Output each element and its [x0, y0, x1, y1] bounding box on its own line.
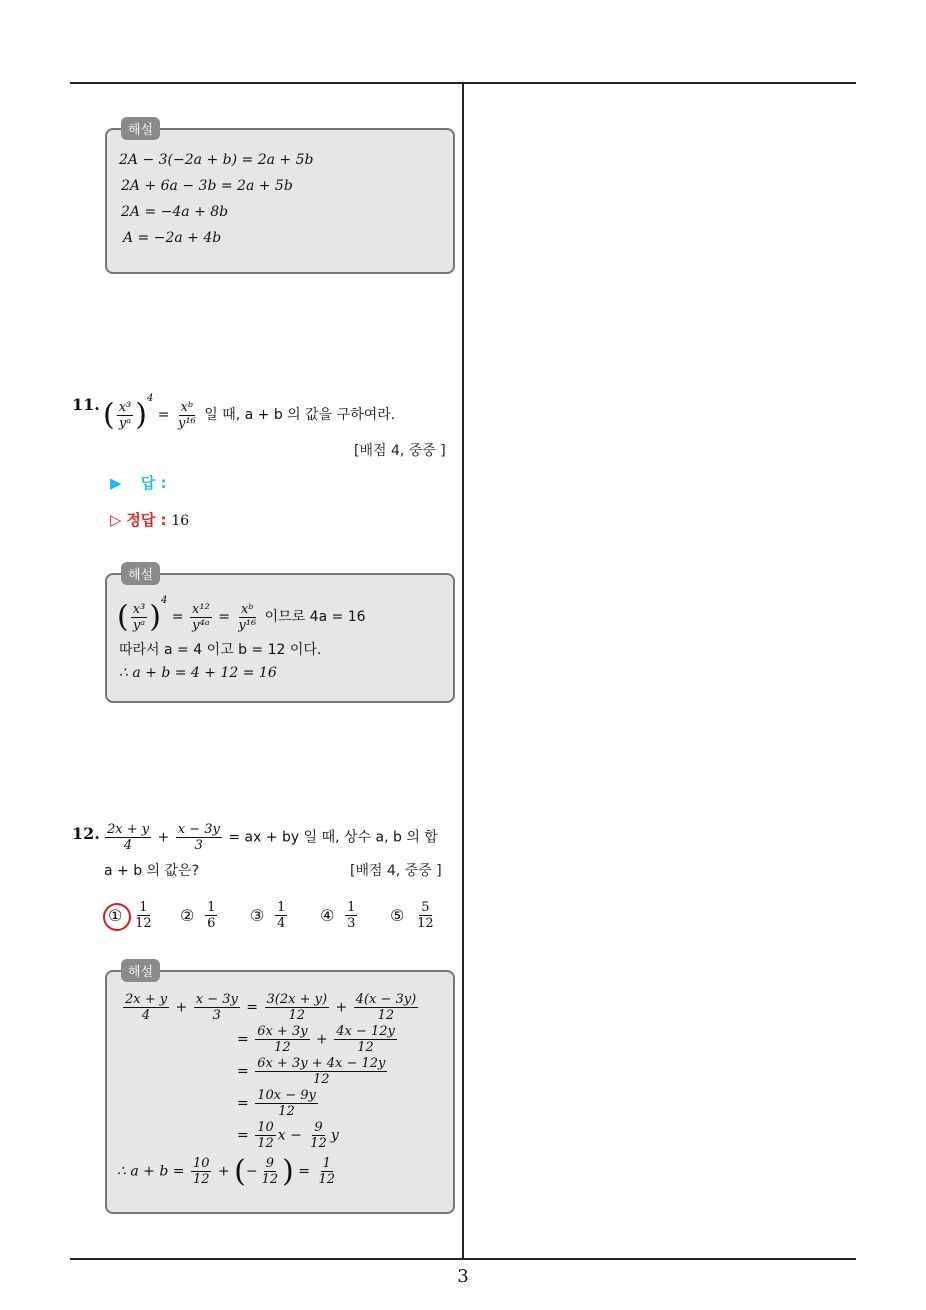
choice-4[interactable]: ④ $\frac{1}{3}$: [320, 900, 356, 931]
solution-box-3: [105, 965, 455, 1214]
choice-3[interactable]: ③ $\frac{1}{4}$: [250, 900, 286, 931]
page-number: 3: [457, 1266, 469, 1287]
question-12-meta: [배점 4, 중중 ]: [350, 863, 442, 879]
solution-line: = $\frac{6x + 3y}{12}$ + $\frac{4x - 12y}{12}$: [237, 1024, 395, 1055]
solution-line: = $\frac{10x - 9y}{12}$: [237, 1088, 316, 1119]
choice-mark: ①: [108, 906, 123, 925]
solution-line: = $\frac{10}{12}$ x − $\frac{9}{12}$ y: [237, 1120, 339, 1151]
solution-text: 이므로 4a = 16: [264, 609, 366, 625]
choice-5[interactable]: ⑤ $\frac{5}{12}$: [390, 900, 434, 931]
choice-2[interactable]: ② $\frac{1}{6}$: [180, 900, 216, 931]
question-number-11: 11.: [72, 395, 100, 414]
column-divider: [462, 83, 464, 1259]
question-12-stem: $\frac{2x + y}{4}$ + $\frac{x - 3y}{3}$ = ax + by 일 때, 상수 a, b 의 합: [107, 822, 438, 853]
solution-label: 해설: [121, 117, 160, 140]
choice-mark: ②: [180, 906, 195, 925]
solution-line: 2A + 6a − 3b = 2a + 5b: [121, 178, 293, 194]
solution-label: 해설: [121, 959, 160, 982]
therefore-text: ∴ a + b =: [117, 1163, 185, 1180]
solution-line: ∴ a + b = 4 + 12 = 16: [119, 665, 277, 681]
question-12-text-2: a + b 의 값은?: [104, 863, 199, 879]
correct-value: 16: [171, 513, 190, 529]
choice-mark: ③: [250, 906, 265, 925]
question-number-12: 12.: [72, 824, 100, 843]
question-12-text: = ax + by 일 때, 상수 a, b 의 합: [228, 829, 438, 846]
choice-1[interactable]: ① $\frac{1}{12}$: [108, 900, 152, 931]
solution-line: $\frac{2x + y}{4}$ + $\frac{x - 3y}{3}$ = $\frac{3(2x + y)}{12}$ + $\frac{4(x - 3y)}{12}$: [125, 992, 417, 1023]
solution-box-1: [105, 123, 455, 274]
solution-line: ( $\frac{\text{x³}}{\text{yᵃ}}$ )$^4$ = $\frac{\text{x¹²}}{\text{y⁴ᵃ}}$ = $\frac{\text{xᵇ}}{\text{y¹⁶}}$ 이므로 4a = 16: [117, 595, 366, 635]
solution-line: A = −2a + 4b: [123, 230, 222, 246]
correct-answer-row: [110, 509, 189, 530]
solution-box-2: [105, 568, 455, 703]
solution-line: 따라서 a = 4 이고 b = 12 이다.: [119, 642, 322, 658]
correct-marker-icon: ▷: [110, 511, 122, 529]
answer-row: [110, 472, 167, 493]
question-11-text: 일 때, a + b 의 값을 구하여라.: [204, 407, 396, 423]
answer-marker-icon: ▶: [110, 474, 122, 492]
question-11-meta: [배점 4, 중중 ]: [354, 443, 446, 459]
solution-line: = $\frac{6x + 3y + 4x - 12y}{12}$: [237, 1056, 386, 1087]
solution-label: 해설: [121, 562, 160, 585]
question-11-stem: ( $\frac{\text{x³}}{\text{yᵃ}}$ )$^4$ = $\frac{\text{xᵇ}}{\text{y¹⁶}}$ 일 때, a + b 의 값을 구하여라.: [103, 393, 396, 433]
correct-label: 정답 :: [126, 511, 167, 529]
bottom-rule: [70, 1258, 856, 1260]
answer-label: 답 :: [140, 474, 167, 492]
choice-mark: ④: [320, 906, 335, 925]
choice-mark: ⑤: [390, 906, 405, 925]
solution-line: ∴ a + b = $\frac{10}{12}$ + (− $\frac{9}{12}$ ) = $\frac{1}{12}$: [117, 1154, 336, 1189]
solution-line: 2A = −4a + 8b: [121, 204, 229, 220]
solution-line: 2A − 3(−2a + b) = 2a + 5b: [119, 152, 314, 168]
